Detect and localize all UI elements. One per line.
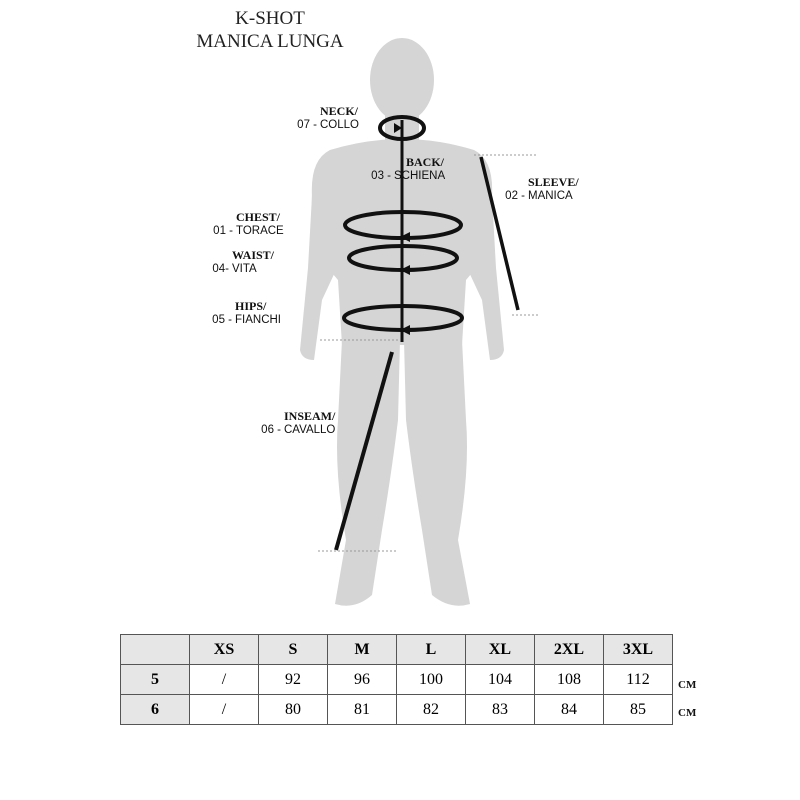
label-waist-en: WAIST/ <box>232 248 275 262</box>
label-waist <box>212 248 275 276</box>
label-waist-it: VITA <box>232 263 257 275</box>
label-inseam <box>261 409 336 437</box>
label-neck-it: COLLO <box>320 119 359 131</box>
label-back <box>371 155 446 183</box>
label-inseam-it: CAVALLO <box>284 424 336 436</box>
label-chest-it: TORACE <box>236 225 284 237</box>
label-inseam-number: 06 - <box>261 424 281 436</box>
size-header-m: M <box>328 635 397 665</box>
label-hips-it: FIANCHI <box>235 314 281 326</box>
unit-label-row-5: CM <box>678 679 697 691</box>
label-chest <box>213 210 284 238</box>
label-sleeve-en: SLEEVE/ <box>528 175 579 189</box>
label-neck-en: NECK/ <box>320 104 359 118</box>
table-cell: 83 <box>466 695 535 725</box>
label-hips-number: 05 - <box>212 314 232 326</box>
size-header-xl: XL <box>466 635 535 665</box>
label-inseam-en: INSEAM/ <box>284 409 336 423</box>
label-sleeve-number: 02 - <box>505 190 525 202</box>
size-table-header-row <box>121 635 673 665</box>
size-header-l: L <box>397 635 466 665</box>
label-hips-en: HIPS/ <box>235 299 267 313</box>
size-header-3xl: 3XL <box>604 635 673 665</box>
size-table-row <box>121 665 673 695</box>
row-label-5: 5 <box>121 665 190 695</box>
table-cell: / <box>190 665 259 695</box>
table-cell: 112 <box>604 665 673 695</box>
table-cell: 85 <box>604 695 673 725</box>
table-cell: 100 <box>397 665 466 695</box>
size-header-2xl: 2XL <box>535 635 604 665</box>
table-cell: 82 <box>397 695 466 725</box>
table-cell: 81 <box>328 695 397 725</box>
label-waist-number: 04- <box>212 263 229 275</box>
title-line-1: K-SHOT <box>235 8 305 29</box>
label-back-en: BACK/ <box>406 155 445 169</box>
table-cell: / <box>190 695 259 725</box>
size-table-row <box>121 695 673 725</box>
table-cell: 96 <box>328 665 397 695</box>
row-label-6: 6 <box>121 695 190 725</box>
label-neck <box>297 104 359 132</box>
label-sleeve-it: MANICA <box>528 190 573 202</box>
table-cell: 84 <box>535 695 604 725</box>
title-line-2: MANICA LUNGA <box>196 31 344 52</box>
size-table <box>120 634 673 725</box>
table-cell: 92 <box>259 665 328 695</box>
label-sleeve <box>505 175 579 203</box>
label-chest-number: 01 - <box>213 225 233 237</box>
label-hips <box>212 299 281 327</box>
size-header-empty <box>121 635 190 665</box>
label-back-number: 03 - <box>371 170 391 182</box>
label-back-it: SCHIENA <box>394 170 446 182</box>
label-chest-en: CHEST/ <box>236 210 281 224</box>
size-header-xs: XS <box>190 635 259 665</box>
label-neck-number: 07 - <box>297 119 317 131</box>
table-cell: 104 <box>466 665 535 695</box>
table-cell: 108 <box>535 665 604 695</box>
table-cell: 80 <box>259 695 328 725</box>
size-header-s: S <box>259 635 328 665</box>
unit-label-row-6: CM <box>678 707 697 719</box>
